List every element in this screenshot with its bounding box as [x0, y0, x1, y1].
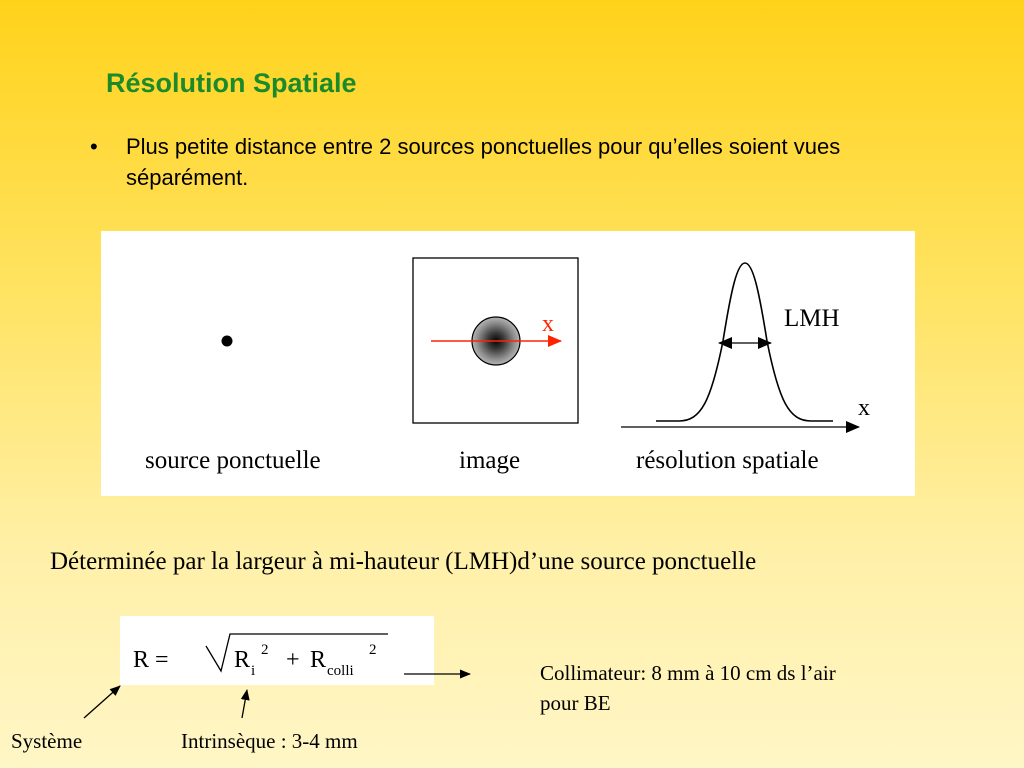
formula-term1-base: R	[234, 647, 251, 673]
formula-lhs: R =	[133, 647, 169, 673]
determination-text: Déterminée par la largeur à mi-hauteur (LMH)d’une source ponctuelle	[50, 548, 757, 575]
gaussian-curve	[656, 263, 833, 421]
formula-term2-sub: colli	[327, 663, 354, 679]
bullet-icon: •	[90, 134, 98, 159]
formula-canvas	[120, 616, 434, 685]
caption-resolution: résolution spatiale	[636, 447, 819, 474]
formula-term1-sub: i	[251, 663, 256, 679]
curve-axis-label: x	[858, 395, 870, 421]
formula-term1-sup: 2	[261, 642, 269, 658]
formula-term2-sup: 2	[369, 642, 377, 658]
bullet-text: Plus petite distance entre 2 sources ponctuelles pour qu’elles soient vues séparément.	[126, 134, 841, 190]
lmh-label: LMH	[784, 305, 840, 332]
caption-source: source ponctuelle	[145, 447, 321, 474]
slide-title: Résolution Spatiale	[106, 68, 357, 98]
bullet-point	[90, 131, 920, 193]
collimator-line-2: pour BE	[540, 691, 611, 715]
collimator-annotation	[540, 658, 970, 718]
formula-plus: +	[286, 647, 300, 673]
intrinsic-pointer-arrow	[242, 690, 247, 718]
spatial-resolution-figure	[101, 231, 915, 496]
collimator-line-1: Collimateur: 8 mm à 10 cm ds l’air	[540, 661, 836, 685]
intrinsic-label: Intrinsèque : 3-4 mm	[181, 729, 358, 753]
image-axis-label: x	[542, 311, 554, 337]
point-source-dot	[222, 336, 233, 347]
figure-canvas	[101, 231, 915, 496]
formula-term2-base: R	[310, 647, 327, 673]
caption-image: image	[459, 447, 521, 474]
system-label: Système	[11, 729, 83, 753]
system-pointer-arrow	[84, 686, 120, 718]
formula-box	[120, 616, 434, 685]
